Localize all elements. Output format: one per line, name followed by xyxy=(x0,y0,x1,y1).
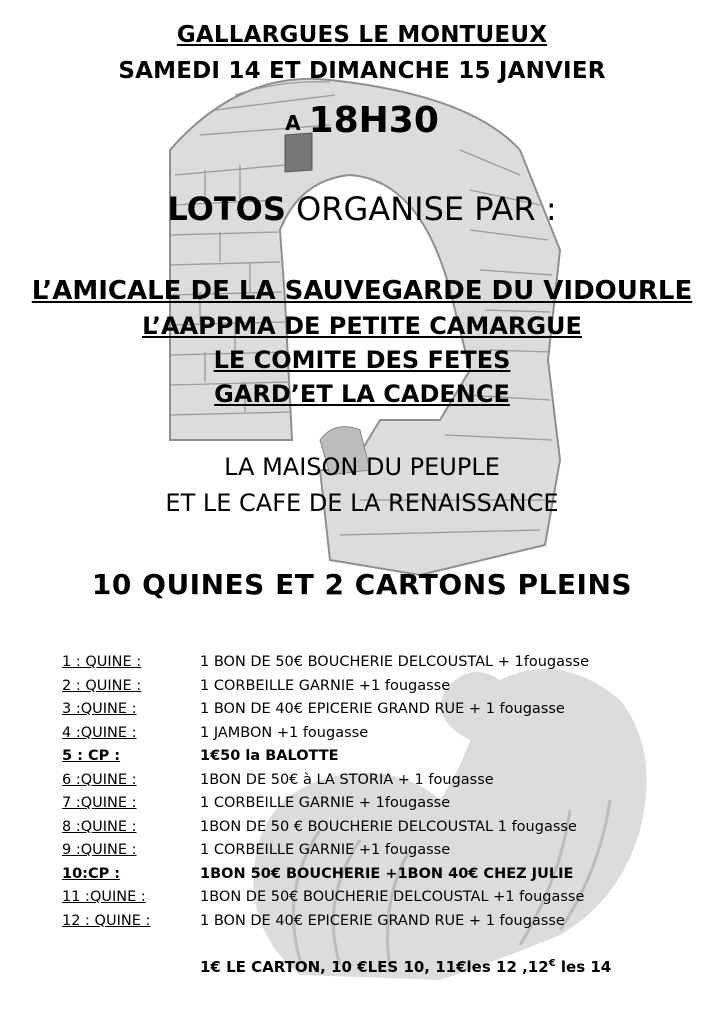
organiser-gard-cadence: GARD’ET LA CADENCE xyxy=(214,380,510,408)
prize-row xyxy=(62,772,702,796)
time-value: 18H30 xyxy=(308,100,439,141)
prize-description: 1 CORBEILLE GARNIE +1 fougasse xyxy=(200,842,451,858)
event-time xyxy=(0,100,724,141)
prize-number: 5 : CP : xyxy=(62,748,121,764)
prize-description: 1 CORBEILLE GARNIE + 1fougasse xyxy=(200,795,451,811)
prize-row xyxy=(62,889,702,913)
prize-description: 1 CORBEILLE GARNIE +1 fougasse xyxy=(200,677,451,694)
prize-description: 1BON DE 50€ à LA STORIA + 1 fougasse xyxy=(200,771,494,788)
prize-row xyxy=(62,725,702,749)
prize-list xyxy=(62,654,702,936)
prize-number: 9 :QUINE : xyxy=(62,842,137,858)
prize-number: 4 :QUINE : xyxy=(62,724,137,741)
pricing-tail: les 14 xyxy=(555,958,612,976)
prize-row xyxy=(62,748,702,772)
prize-description: 1 BON DE 50€ BOUCHERIE DELCOUSTAL + 1fougasse xyxy=(200,654,590,670)
prize-number: 8 :QUINE : xyxy=(62,818,137,835)
prize-number: 11 :QUINE : xyxy=(62,889,146,905)
prize-row xyxy=(62,701,702,725)
carton-pricing xyxy=(200,958,611,976)
partner-maison-du-peuple: LA MAISON DU PEUPLE xyxy=(224,453,500,481)
prize-row xyxy=(62,795,702,819)
organiser-aappma: L’AAPPMA DE PETITE CAMARGUE xyxy=(142,312,582,340)
prize-number: 7 :QUINE : xyxy=(62,795,137,811)
time-prefix: A xyxy=(285,111,301,135)
prize-row xyxy=(62,654,702,678)
prize-description: 1BON DE 50 € BOUCHERIE DELCOUSTAL 1 fougasse xyxy=(200,818,577,835)
prize-number: 3 :QUINE : xyxy=(62,701,137,717)
prize-row xyxy=(62,678,702,702)
headline: 10 QUINES ET 2 CARTONS PLEINS xyxy=(91,568,633,601)
organised-by: ORGANISE PAR : xyxy=(296,190,557,228)
prize-number: 2 : QUINE : xyxy=(62,677,142,694)
prize-description: 1 BON DE 40€ EPICERIE GRAND RUE + 1 fougasse xyxy=(200,701,565,717)
prize-description: 1BON DE 50€ BOUCHERIE DELCOUSTAL +1 fougasse xyxy=(200,889,585,905)
prize-description: 1 BON DE 40€ EPICERIE GRAND RUE + 1 fougasse xyxy=(200,912,565,929)
pricing-superscript: € xyxy=(548,958,556,969)
prize-number: 6 :QUINE : xyxy=(62,771,137,788)
prize-number: 12 : QUINE : xyxy=(62,912,151,929)
partner-cafe-renaissance: ET LE CAFE DE LA RENAISSANCE xyxy=(165,489,559,517)
pricing-main: 1€ LE CARTON, 10 €LES 10, 11€les 12 ,12 xyxy=(200,958,549,976)
prize-description: 1 JAMBON +1 fougasse xyxy=(200,724,369,741)
prize-row xyxy=(62,842,702,866)
prize-description: 1€50 la BALOTTE xyxy=(200,748,339,764)
prize-description: 1BON 50€ BOUCHERIE +1BON 40€ CHEZ JULIE xyxy=(200,865,574,882)
prize-row xyxy=(62,866,702,890)
organiser-amicale: L’AMICALE DE LA SAUVEGARDE DU VIDOURLE xyxy=(31,276,693,306)
lotos-word: LOTOS xyxy=(167,190,286,228)
prize-number: 1 : QUINE : xyxy=(62,654,142,670)
lotos-heading xyxy=(0,190,724,228)
event-dates: SAMEDI 14 ET DIMANCHE 15 JANVIER xyxy=(118,58,606,84)
prize-number: 10:CP : xyxy=(62,865,121,882)
town-title: GALLARGUES LE MONTUEUX xyxy=(176,22,548,48)
prize-row xyxy=(62,819,702,843)
prize-row xyxy=(62,913,702,937)
organiser-comite: LE COMITE DES FETES xyxy=(213,346,511,374)
